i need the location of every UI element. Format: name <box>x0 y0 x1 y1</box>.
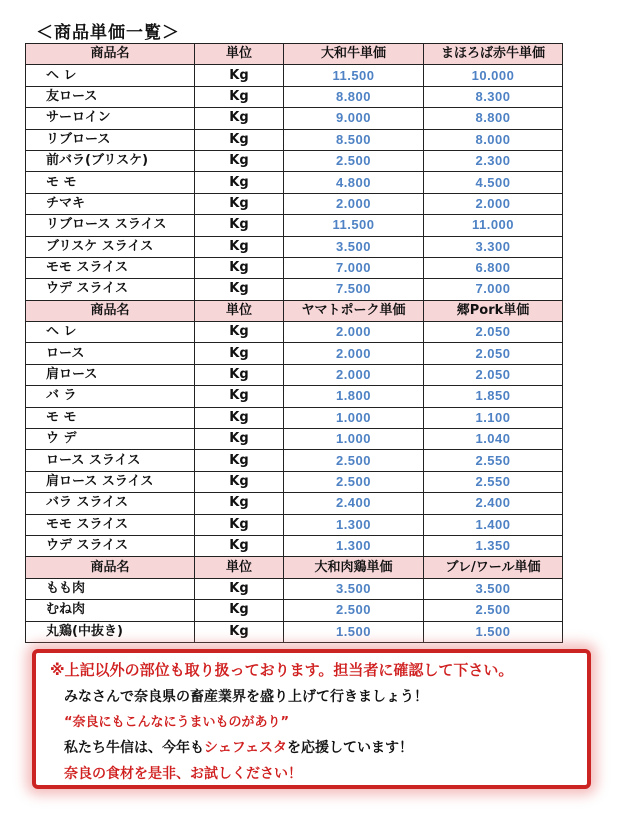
product-name-cell: ブリスケ スライス <box>26 236 195 257</box>
price-a-cell: 11.500 <box>284 215 424 236</box>
product-name-cell: チマキ <box>26 193 195 214</box>
unit-cell: Kg <box>195 493 284 514</box>
product-name-cell: ウデ スライス <box>26 535 195 556</box>
notice-line-5: 奈良の食材を是非、お試しください！ <box>64 766 302 782</box>
unit-cell: Kg <box>195 514 284 535</box>
unit-cell: Kg <box>195 86 284 107</box>
price-a-cell: 2.400 <box>284 493 424 514</box>
price-b-cell: 2.050 <box>424 322 563 343</box>
price-a-cell: 2.500 <box>284 150 424 171</box>
product-name-cell: モモ スライス <box>26 257 195 278</box>
header-price-b: 郷Pork単価 <box>424 300 563 321</box>
price-b-cell: 2.050 <box>424 343 563 364</box>
product-name-cell: モ モ <box>26 407 195 428</box>
header-unit: 単位 <box>195 557 284 578</box>
table-row <box>26 108 563 129</box>
price-a-cell: 2.000 <box>284 322 424 343</box>
price-b-cell: 1.850 <box>424 386 563 407</box>
section-header-row <box>26 300 563 321</box>
table-row <box>26 215 563 236</box>
price-b-cell: 11.000 <box>424 215 563 236</box>
price-b-cell: 2.300 <box>424 150 563 171</box>
price-b-cell: 2.550 <box>424 471 563 492</box>
product-name-cell: ウデ スライス <box>26 279 195 300</box>
unit-cell: Kg <box>195 108 284 129</box>
product-name-cell: むね肉 <box>26 600 195 621</box>
header-unit: 単位 <box>195 300 284 321</box>
table-row <box>26 514 563 535</box>
section-header-row <box>26 557 563 578</box>
header-product-name: 商品名 <box>26 557 195 578</box>
price-b-cell: 2.050 <box>424 364 563 385</box>
unit-cell: Kg <box>195 172 284 193</box>
price-a-cell: 2.000 <box>284 343 424 364</box>
price-b-cell: 2.500 <box>424 600 563 621</box>
unit-cell: Kg <box>195 279 284 300</box>
product-name-cell: 肩ロース スライス <box>26 471 195 492</box>
header-product-name: 商品名 <box>26 44 195 65</box>
table-row <box>26 407 563 428</box>
header-price-a: 大和肉鶏単価 <box>284 557 424 578</box>
table-row <box>26 257 563 278</box>
table-row <box>26 364 563 385</box>
price-a-cell: 1.000 <box>284 407 424 428</box>
price-b-cell: 1.350 <box>424 535 563 556</box>
price-b-cell: 3.500 <box>424 578 563 599</box>
table-row <box>26 386 563 407</box>
price-a-cell: 8.800 <box>284 86 424 107</box>
notice-line-4-highlight: シェフェスタ <box>204 740 288 756</box>
unit-cell: Kg <box>195 215 284 236</box>
price-b-cell: 7.000 <box>424 279 563 300</box>
product-name-cell: リブロース <box>26 129 195 150</box>
unit-cell: Kg <box>195 322 284 343</box>
product-name-cell: バラ スライス <box>26 493 195 514</box>
product-name-cell: 前バラ(ブリスケ) <box>26 150 195 171</box>
table-row <box>26 578 563 599</box>
price-a-cell: 11.500 <box>284 65 424 86</box>
unit-cell: Kg <box>195 535 284 556</box>
table-row <box>26 279 563 300</box>
table-row <box>26 429 563 450</box>
notice-line-3: “奈良にもこんなにうまいものがあり” <box>64 715 290 730</box>
price-a-cell: 1.000 <box>284 429 424 450</box>
price-b-cell: 8.000 <box>424 129 563 150</box>
unit-cell: Kg <box>195 407 284 428</box>
unit-cell: Kg <box>195 386 284 407</box>
product-name-cell: ウ デ <box>26 429 195 450</box>
notice-line-4-c: を応援しています！ <box>287 740 414 756</box>
header-unit: 単位 <box>195 44 284 65</box>
unit-cell: Kg <box>195 471 284 492</box>
table-row <box>26 600 563 621</box>
price-a-cell: 7.000 <box>284 257 424 278</box>
unit-cell: Kg <box>195 150 284 171</box>
price-a-cell: 2.000 <box>284 193 424 214</box>
price-a-cell: 1.800 <box>284 386 424 407</box>
table-row <box>26 65 563 86</box>
price-a-cell: 2.000 <box>284 364 424 385</box>
product-name-cell: ロース <box>26 343 195 364</box>
price-b-cell: 8.300 <box>424 86 563 107</box>
price-a-cell: 8.500 <box>284 129 424 150</box>
notice-line-1: ※上記以外の部位も取り扱っております。担当者に確認して下さい。 <box>50 661 514 679</box>
price-b-cell: 6.800 <box>424 257 563 278</box>
price-a-cell: 2.500 <box>284 600 424 621</box>
table-row <box>26 193 563 214</box>
header-product-name: 商品名 <box>26 300 195 321</box>
unit-cell: Kg <box>195 364 284 385</box>
table-row <box>26 450 563 471</box>
product-name-cell: モモ スライス <box>26 514 195 535</box>
price-b-cell: 1.040 <box>424 429 563 450</box>
product-name-cell: もも肉 <box>26 578 195 599</box>
page-title: ＜商品単価一覧＞ <box>36 23 180 43</box>
product-name-cell: ロース スライス <box>26 450 195 471</box>
table-row <box>26 343 563 364</box>
price-b-cell: 4.500 <box>424 172 563 193</box>
price-a-cell: 7.500 <box>284 279 424 300</box>
price-b-cell: 1.500 <box>424 621 563 642</box>
product-name-cell: 友ロース <box>26 86 195 107</box>
section-header-row <box>26 44 563 65</box>
table-row <box>26 621 563 642</box>
product-name-cell: サーロイン <box>26 108 195 129</box>
table-row <box>26 535 563 556</box>
price-b-cell: 2.400 <box>424 493 563 514</box>
price-a-cell: 1.300 <box>284 535 424 556</box>
table-row <box>26 236 563 257</box>
unit-cell: Kg <box>195 257 284 278</box>
price-a-cell: 1.300 <box>284 514 424 535</box>
unit-cell: Kg <box>195 343 284 364</box>
header-price-a: ヤマトポーク単価 <box>284 300 424 321</box>
table-row <box>26 493 563 514</box>
price-b-cell: 10.000 <box>424 65 563 86</box>
unit-cell: Kg <box>195 129 284 150</box>
product-name-cell: ヘ レ <box>26 322 195 343</box>
notice-line-4 <box>64 737 413 757</box>
price-a-cell: 9.000 <box>284 108 424 129</box>
unit-cell: Kg <box>195 600 284 621</box>
price-b-cell: 3.300 <box>424 236 563 257</box>
price-a-cell: 2.500 <box>284 450 424 471</box>
header-price-b: ブレ/ワール単価 <box>424 557 563 578</box>
table-row <box>26 471 563 492</box>
header-price-b: まほろば赤牛単価 <box>424 44 563 65</box>
price-a-cell: 4.800 <box>284 172 424 193</box>
notice-box <box>32 649 591 789</box>
unit-cell: Kg <box>195 450 284 471</box>
product-name-cell: バ ラ <box>26 386 195 407</box>
notice-line-4-a: 私たち牛信は、今年も <box>64 740 204 756</box>
price-b-cell: 1.100 <box>424 407 563 428</box>
unit-cell: Kg <box>195 621 284 642</box>
price-b-cell: 2.000 <box>424 193 563 214</box>
table-row <box>26 129 563 150</box>
unit-cell: Kg <box>195 236 284 257</box>
table-row <box>26 322 563 343</box>
product-name-cell: ヘ レ <box>26 65 195 86</box>
price-a-cell: 1.500 <box>284 621 424 642</box>
price-a-cell: 3.500 <box>284 236 424 257</box>
price-b-cell: 8.800 <box>424 108 563 129</box>
unit-cell: Kg <box>195 193 284 214</box>
unit-cell: Kg <box>195 578 284 599</box>
product-name-cell: リブロース スライス <box>26 215 195 236</box>
price-b-cell: 1.400 <box>424 514 563 535</box>
product-name-cell: モ モ <box>26 172 195 193</box>
unit-cell: Kg <box>195 65 284 86</box>
unit-cell: Kg <box>195 429 284 450</box>
header-price-a: 大和牛単価 <box>284 44 424 65</box>
table-row <box>26 172 563 193</box>
price-b-cell: 2.550 <box>424 450 563 471</box>
price-a-cell: 2.500 <box>284 471 424 492</box>
notice-line-2: みなさんで奈良県の畜産業界を盛り上げて行きましょう！ <box>64 689 428 705</box>
price-a-cell: 3.500 <box>284 578 424 599</box>
table-row <box>26 150 563 171</box>
price-table <box>25 43 563 643</box>
table-row <box>26 86 563 107</box>
product-name-cell: 丸鶏(中抜き) <box>26 621 195 642</box>
product-name-cell: 肩ロース <box>26 364 195 385</box>
